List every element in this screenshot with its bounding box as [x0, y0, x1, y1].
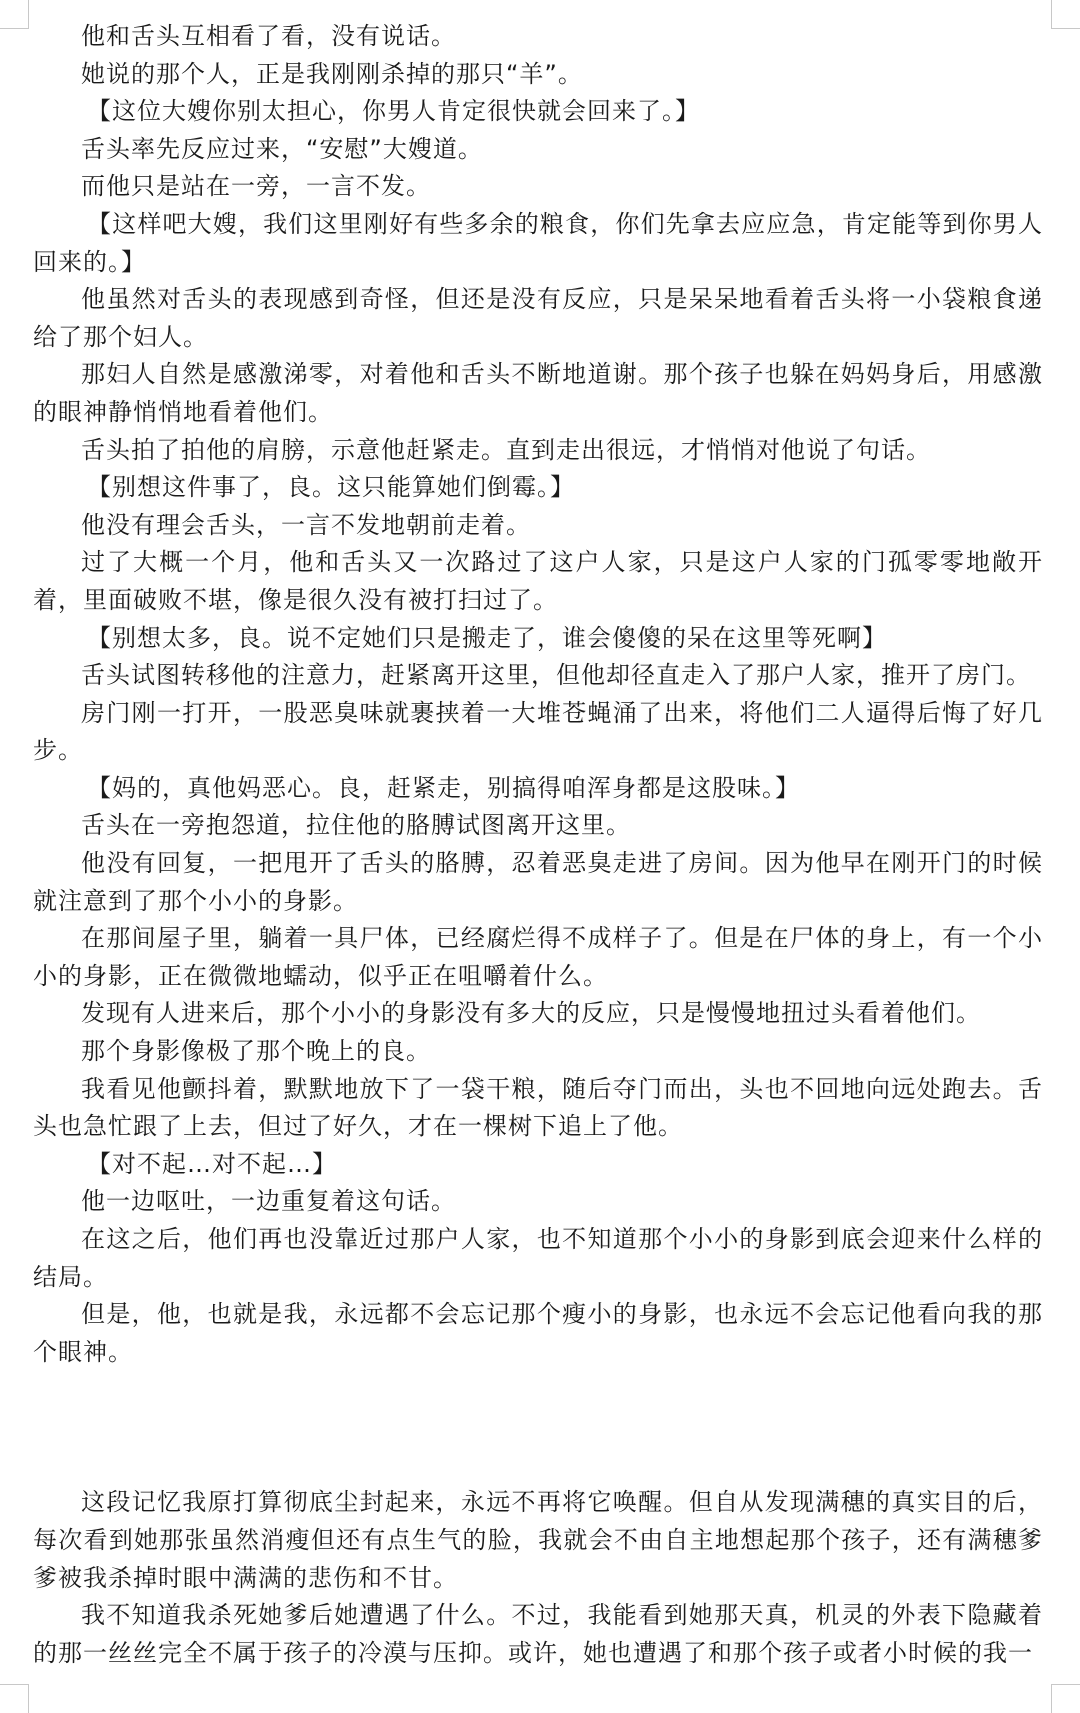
paragraph: 在那间屋子里，躺着一具尸体，已经腐烂得不成样子了。但是在尸体的身上，有一个小小的身影，正在微微地蠕动，似乎正在咀嚼着什么。 — [33, 924, 1043, 990]
dialogue-paragraph: 【妈的，真他妈恶心。良，赶紧走，别搞得咱浑身都是这股味。】 — [87, 773, 800, 802]
dialogue-paragraph: 【对不起…对不起…】 — [87, 1149, 337, 1178]
paragraph: 舌头在一旁抱怨道，拉住他的胳膊试图离开这里。 — [81, 811, 631, 840]
page-corner-mark-top-left — [0, 0, 29, 29]
dialogue-paragraph: 【这位大嫂你别太担心，你男人肯定很快就会回来了。】 — [87, 97, 700, 126]
paragraph: 在这之后，他们再也没靠近过那户人家，也不知道那个小小的身影到底会迎来什么样的结局。 — [33, 1225, 1043, 1291]
paragraph: 但是，他，也就是我，永远都不会忘记那个瘦小的身影，也永远不会忘记他看向我的那个眼神。 — [33, 1300, 1043, 1366]
paragraph: 他和舌头互相看了看，没有说话。 — [81, 22, 456, 50]
page-corner-mark-bottom-left — [0, 1684, 29, 1713]
paragraph: 那个身影像极了那个晚上的良。 — [81, 1037, 431, 1066]
paragraph: 他虽然对舌头的表现感到奇怪，但还是没有反应，只是呆呆地看着舌头将一小袋粮食递给了那个妇人。 — [33, 285, 1043, 351]
paragraph: 房门刚一打开，一股恶臭味就裹挟着一大堆苍蝇涌了出来，将他们二人逼得后悔了好几步。 — [33, 698, 1043, 765]
section-break — [33, 1371, 1043, 1484]
paragraph: 这段记忆我原打算彻底尘封起来，永远不再将它唤醒。但自从发现满穗的真实目的后，每次看到她那张虽然消瘦但还有点生气的脸，我就会不由自主地想起那个孩子，还有满穗爹爹被我杀掉时眼中满满的悲伤和不甘。 — [33, 1488, 1043, 1592]
dialogue-paragraph: 【这样吧大嫂，我们这里刚好有些多余的粮食，你们先拿去应应急，肯定能等到你男人回来的。】 — [33, 209, 1043, 276]
paragraph: 舌头拍了拍他的肩膀，示意他赶紧走。直到走出很远，才悄悄对他说了句话。 — [81, 435, 931, 464]
paragraph: 我不知道我杀死她爹后她遭遇了什么。不过，我能看到她那天真，机灵的外表下隐藏着的那一丝丝完全不属于孩子的冷漠与压抑。或许，她也遭遇了和那个孩子或者小时候的我一 — [33, 1601, 1043, 1667]
paragraph: 她说的那个人，正是我刚刚杀掉的那只“羊”。 — [81, 59, 583, 88]
paragraph: 舌头率先反应过来，“安慰”大嫂道。 — [81, 134, 483, 163]
document-body — [33, 18, 1043, 1672]
paragraph: 过了大概一个月，他和舌头又一次路过了这户人家，只是这户人家的门孤零零地敞开着，里面破败不堪，像是很久没有被打扫过了。 — [33, 548, 1043, 614]
page-corner-mark-bottom-right — [1051, 1684, 1080, 1713]
paragraph: 他一边呕吐，一边重复着这句话。 — [81, 1187, 456, 1216]
paragraph: 舌头试图转移他的注意力，赶紧离开这里，但他却径直走入了那户人家，推开了房门。 — [81, 661, 1031, 690]
dialogue-paragraph: 【别想太多，良。说不定她们只是搬走了，谁会傻傻的呆在这里等死啊】 — [87, 623, 887, 652]
paragraph: 我看见他颤抖着，默默地放下了一袋干粮，随后夺门而出，头也不回地向远处跑去。舌头也急忙跟了上去，但过了好久，才在一棵树下追上了他。 — [33, 1074, 1043, 1141]
paragraph: 他没有理会舌头，一言不发地朝前走着。 — [81, 510, 531, 539]
paragraph: 那妇人自然是感激涕零，对着他和舌头不断地道谢。那个孩子也躲在妈妈身后，用感激的眼神静悄悄地看着他们。 — [33, 360, 1043, 426]
dialogue-paragraph: 【别想这件事了，良。这只能算她们倒霉。】 — [87, 473, 575, 502]
paragraph: 而他只是站在一旁，一言不发。 — [81, 172, 431, 201]
page-corner-mark-top-right — [1051, 0, 1080, 29]
paragraph: 发现有人进来后，那个小小的身影没有多大的反应，只是慢慢地扭过头看着他们。 — [81, 999, 981, 1028]
paragraph: 他没有回复，一把甩开了舌头的胳膊，忍着恶臭走进了房间。因为他早在刚开门的时候就注意到了那个小小的身影。 — [33, 849, 1043, 915]
